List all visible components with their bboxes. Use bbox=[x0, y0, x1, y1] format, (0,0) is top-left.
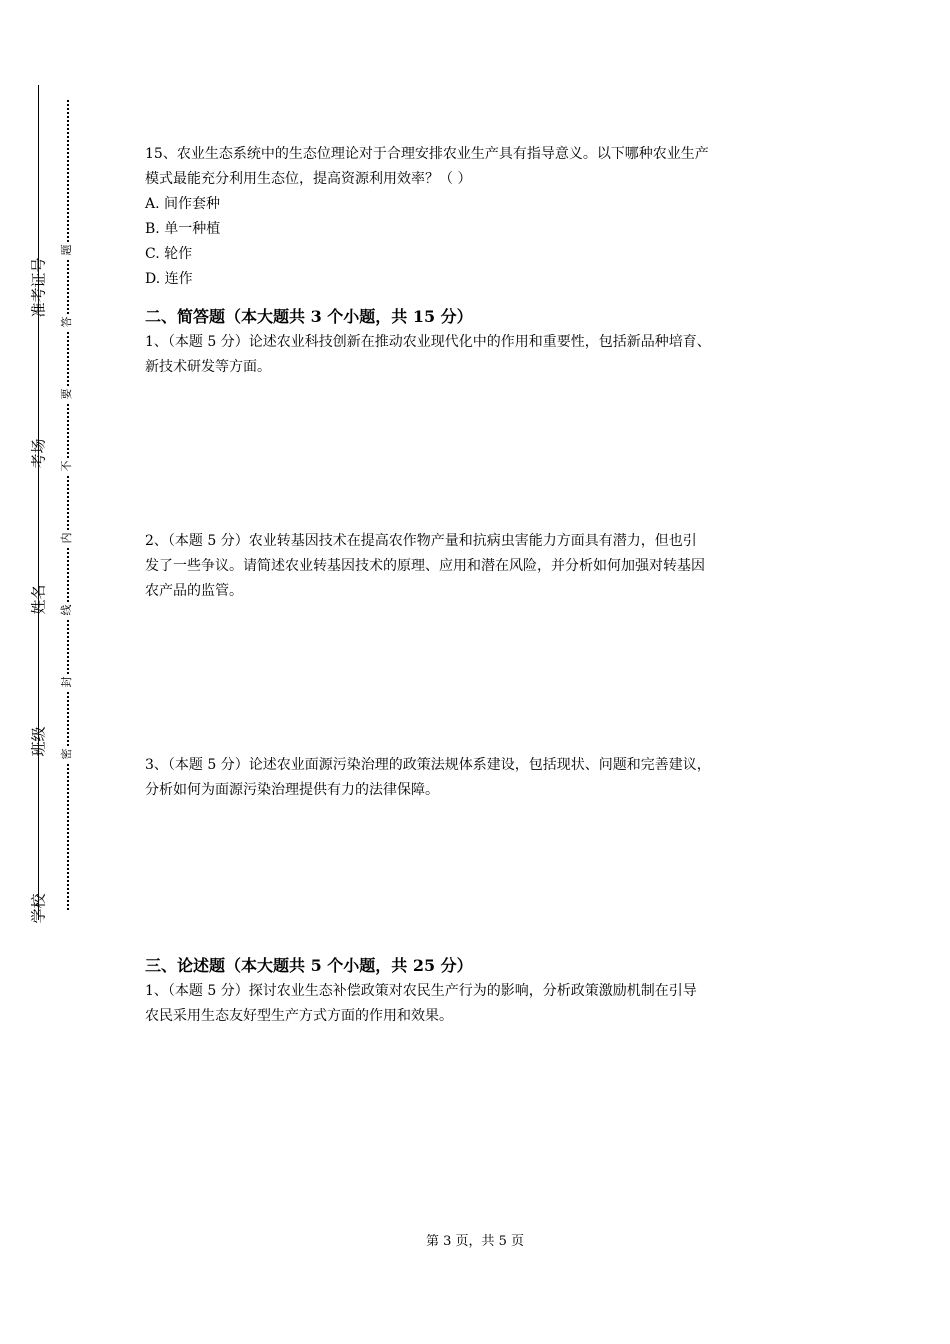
seal-char: 要 bbox=[59, 386, 75, 402]
short-answer-2 bbox=[145, 529, 810, 604]
question-text: 1、（本题 5 分）探讨农业生态补偿政策对农民生产行为的影响，分析政策激励机制在引导 bbox=[145, 983, 697, 999]
seal-char: 内 bbox=[59, 530, 75, 546]
binding-dotted-line bbox=[67, 100, 69, 910]
question-text: 发了一些争议。请简述农业转基因技术的原理、应用和潜在风险，并分析如何加强对转基因 bbox=[145, 558, 705, 574]
field-school: 学校 bbox=[29, 893, 48, 924]
seal-char: 密 bbox=[59, 746, 75, 762]
question-text: 新技术研发等方面。 bbox=[145, 359, 271, 375]
question-text: 分析如何为面源污染治理提供有力的法律保障。 bbox=[145, 782, 439, 798]
question-text: 农民采用生态友好型生产方式方面的作用和效果。 bbox=[145, 1008, 453, 1024]
question-text: 2、（本题 5 分）农业转基因技术在提高农作物产量和抗病虫害能力方面具有潜力，但也引 bbox=[145, 533, 697, 549]
field-name: 姓名 bbox=[29, 584, 48, 615]
option-c: C. 轮作 bbox=[145, 246, 193, 262]
seal-char: 线 bbox=[59, 602, 75, 618]
short-answer-3 bbox=[145, 753, 810, 803]
question-text: 3、（本题 5 分）论述农业面源污染治理的政策法规体系建设，包括现状、问题和完善建议， bbox=[145, 757, 711, 773]
question-text: 农产品的监管。 bbox=[145, 583, 243, 599]
option-b: B. 单一种植 bbox=[145, 221, 221, 237]
field-exam-room: 考场 bbox=[29, 438, 48, 469]
question-text: 1、（本题 5 分）论述农业科技创新在推动农业现代化中的作用和重要性，包括新品种培育、 bbox=[145, 334, 711, 350]
question-15 bbox=[145, 142, 810, 292]
seal-char: 答 bbox=[59, 314, 75, 330]
essay-1 bbox=[145, 979, 810, 1029]
section-2-heading: 二、简答题（本大题共 3 个小题，共 15 分） bbox=[145, 307, 473, 326]
short-answer-1 bbox=[145, 330, 810, 380]
section-3-heading: 三、论述题（本大题共 5 个小题，共 25 分） bbox=[145, 956, 473, 975]
field-class: 班级 bbox=[29, 726, 48, 757]
page-footer: 第 3 页，共 5 页 bbox=[425, 1234, 525, 1249]
seal-char: 题 bbox=[59, 242, 75, 258]
field-exam-number: 准考证号 bbox=[29, 257, 48, 318]
seal-char: 封 bbox=[59, 674, 75, 690]
option-a: A. 间作套种 bbox=[145, 196, 221, 212]
question-text: 15、农业生态系统中的生态位理论对于合理安排农业生产具有指导意义。以下哪种农业生产 bbox=[145, 146, 709, 162]
binding-solid-line bbox=[38, 85, 39, 920]
question-text: 模式最能充分利用生态位，提高资源利用效率？（ ） bbox=[145, 171, 472, 187]
option-d: D. 连作 bbox=[145, 271, 193, 287]
seal-char: 不 bbox=[59, 458, 75, 474]
exam-content bbox=[145, 142, 810, 1029]
